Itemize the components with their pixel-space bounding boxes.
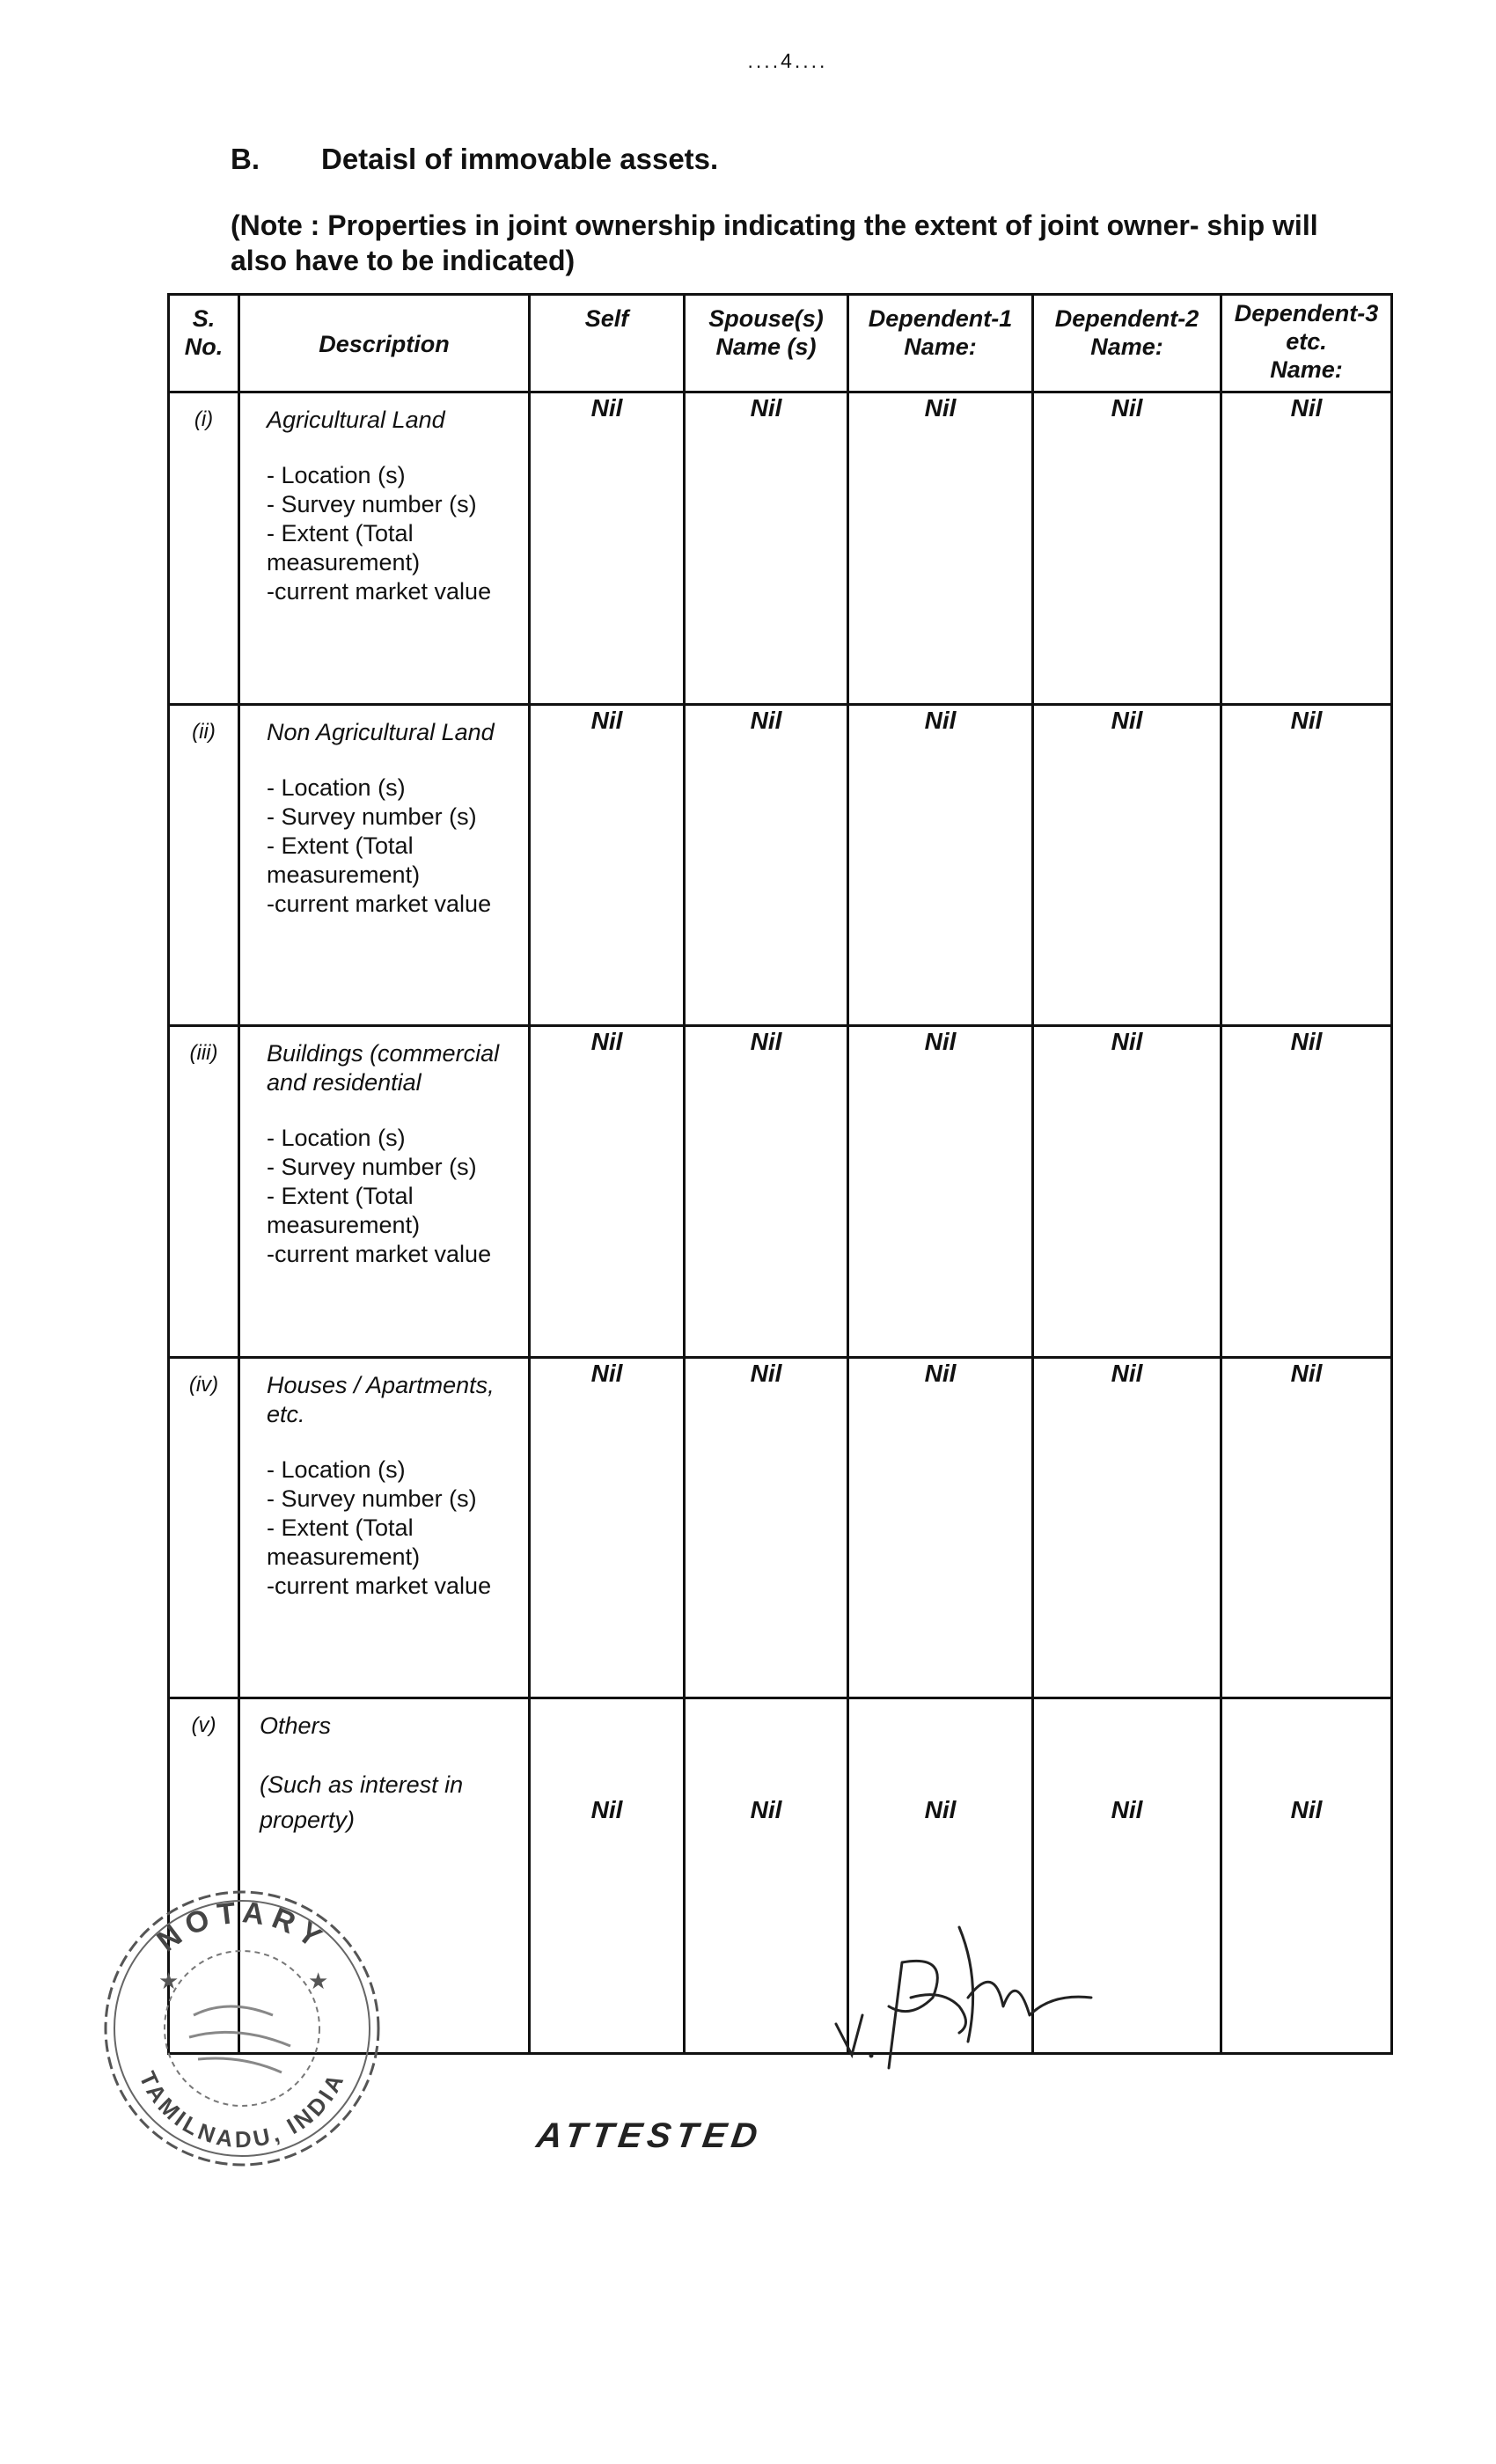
row-description: Non Agricultural Land - Location (s) - Survey number (s) - Extent (Total measurement) -current market value — [239, 705, 530, 1026]
ownership-note: (Note : Properties in joint ownership indicating the extent of joint owner- ship will also have to be indicated) — [231, 209, 1318, 276]
value-dependent-2: Nil — [1033, 1026, 1221, 1358]
value-self: Nil — [530, 705, 685, 1026]
value-dependent-1: Nil — [848, 1026, 1033, 1358]
value-dependent-3: Nil — [1221, 392, 1392, 705]
svg-text:★: ★ — [158, 1968, 180, 1994]
value-dependent-2: Nil — [1033, 705, 1221, 1026]
value-dependent-3: Nil — [1221, 1358, 1392, 1698]
value-self: Nil — [530, 1358, 685, 1698]
row-description: Others (Such as interest in property) — [239, 1698, 530, 2054]
table-row — [169, 705, 1392, 1026]
attested-stamp: ATTESTED — [533, 2116, 766, 2155]
svg-text:TAMILNADU, INDIA — [134, 2067, 349, 2152]
value-dependent-1: Nil — [848, 1358, 1033, 1698]
value-spouse: Nil — [685, 1698, 848, 2054]
svg-text:★: ★ — [308, 1968, 329, 1994]
row-sno: (ii) — [169, 705, 239, 1026]
header-row — [169, 295, 1392, 392]
header-description: Description — [239, 295, 530, 392]
value-self: Nil — [530, 392, 685, 705]
value-spouse: Nil — [685, 1026, 848, 1358]
immovable-assets-table — [167, 293, 1393, 2055]
row-sno: (v) — [169, 1698, 239, 2054]
signature-icon — [827, 1892, 1118, 2086]
header-self: Self — [530, 295, 685, 392]
value-dependent-1: Nil — [848, 392, 1033, 705]
svg-text:NOTARY — [151, 1896, 334, 1958]
value-dependent-1: Nil — [848, 705, 1033, 1026]
row-sno: (iii) — [169, 1026, 239, 1358]
row-sno: (iv) — [169, 1358, 239, 1698]
header-sno: S. No. — [169, 295, 239, 392]
seal-top-text: NOTARY — [150, 1896, 334, 1959]
table-row — [169, 1026, 1392, 1358]
section-heading — [231, 143, 718, 176]
section-letter: B. — [231, 143, 260, 175]
value-spouse: Nil — [685, 705, 848, 1026]
page-number: ....4.... — [747, 49, 828, 72]
value-dependent-3: Nil — [1221, 1698, 1392, 2054]
value-dependent-2: Nil — [1033, 392, 1221, 705]
header-dependent-3: Dependent-3 etc. Name: — [1221, 295, 1392, 392]
value-dependent-2: Nil — [1033, 1698, 1221, 2054]
value-dependent-2: Nil — [1033, 1358, 1221, 1698]
value-spouse: Nil — [685, 392, 848, 705]
header-spouse: Spouse(s) Name (s) — [685, 295, 848, 392]
value-dependent-1: Nil — [848, 1698, 1033, 2054]
table-row — [169, 392, 1392, 705]
value-self: Nil — [530, 1026, 685, 1358]
header-dependent-2: Dependent-2 Name: — [1033, 295, 1221, 392]
value-dependent-3: Nil — [1221, 705, 1392, 1026]
row-description: Agricultural Land - Location (s) - Survey number (s) - Extent (Total measurement) -current market value — [239, 392, 530, 705]
value-dependent-3: Nil — [1221, 1026, 1392, 1358]
notary-seal-icon — [97, 1883, 387, 2174]
row-sno: (i) — [169, 392, 239, 705]
value-self: Nil — [530, 1698, 685, 2054]
table-row — [169, 1358, 1392, 1698]
section-title: Detaisl of immovable assets. — [321, 143, 719, 175]
value-spouse: Nil — [685, 1358, 848, 1698]
seal-bottom-text: TAMILNADU, INDIA — [134, 2067, 350, 2153]
header-dependent-1: Dependent-1 Name: — [848, 295, 1033, 392]
row-description: Houses / Apartments, etc. - Location (s) - Survey number (s) - Extent (Total measurement) -current market value — [239, 1358, 530, 1698]
row-description: Buildings (commercial and residential - Location (s) - Survey number (s) - Extent (Total measurement) -current market value — [239, 1026, 530, 1358]
